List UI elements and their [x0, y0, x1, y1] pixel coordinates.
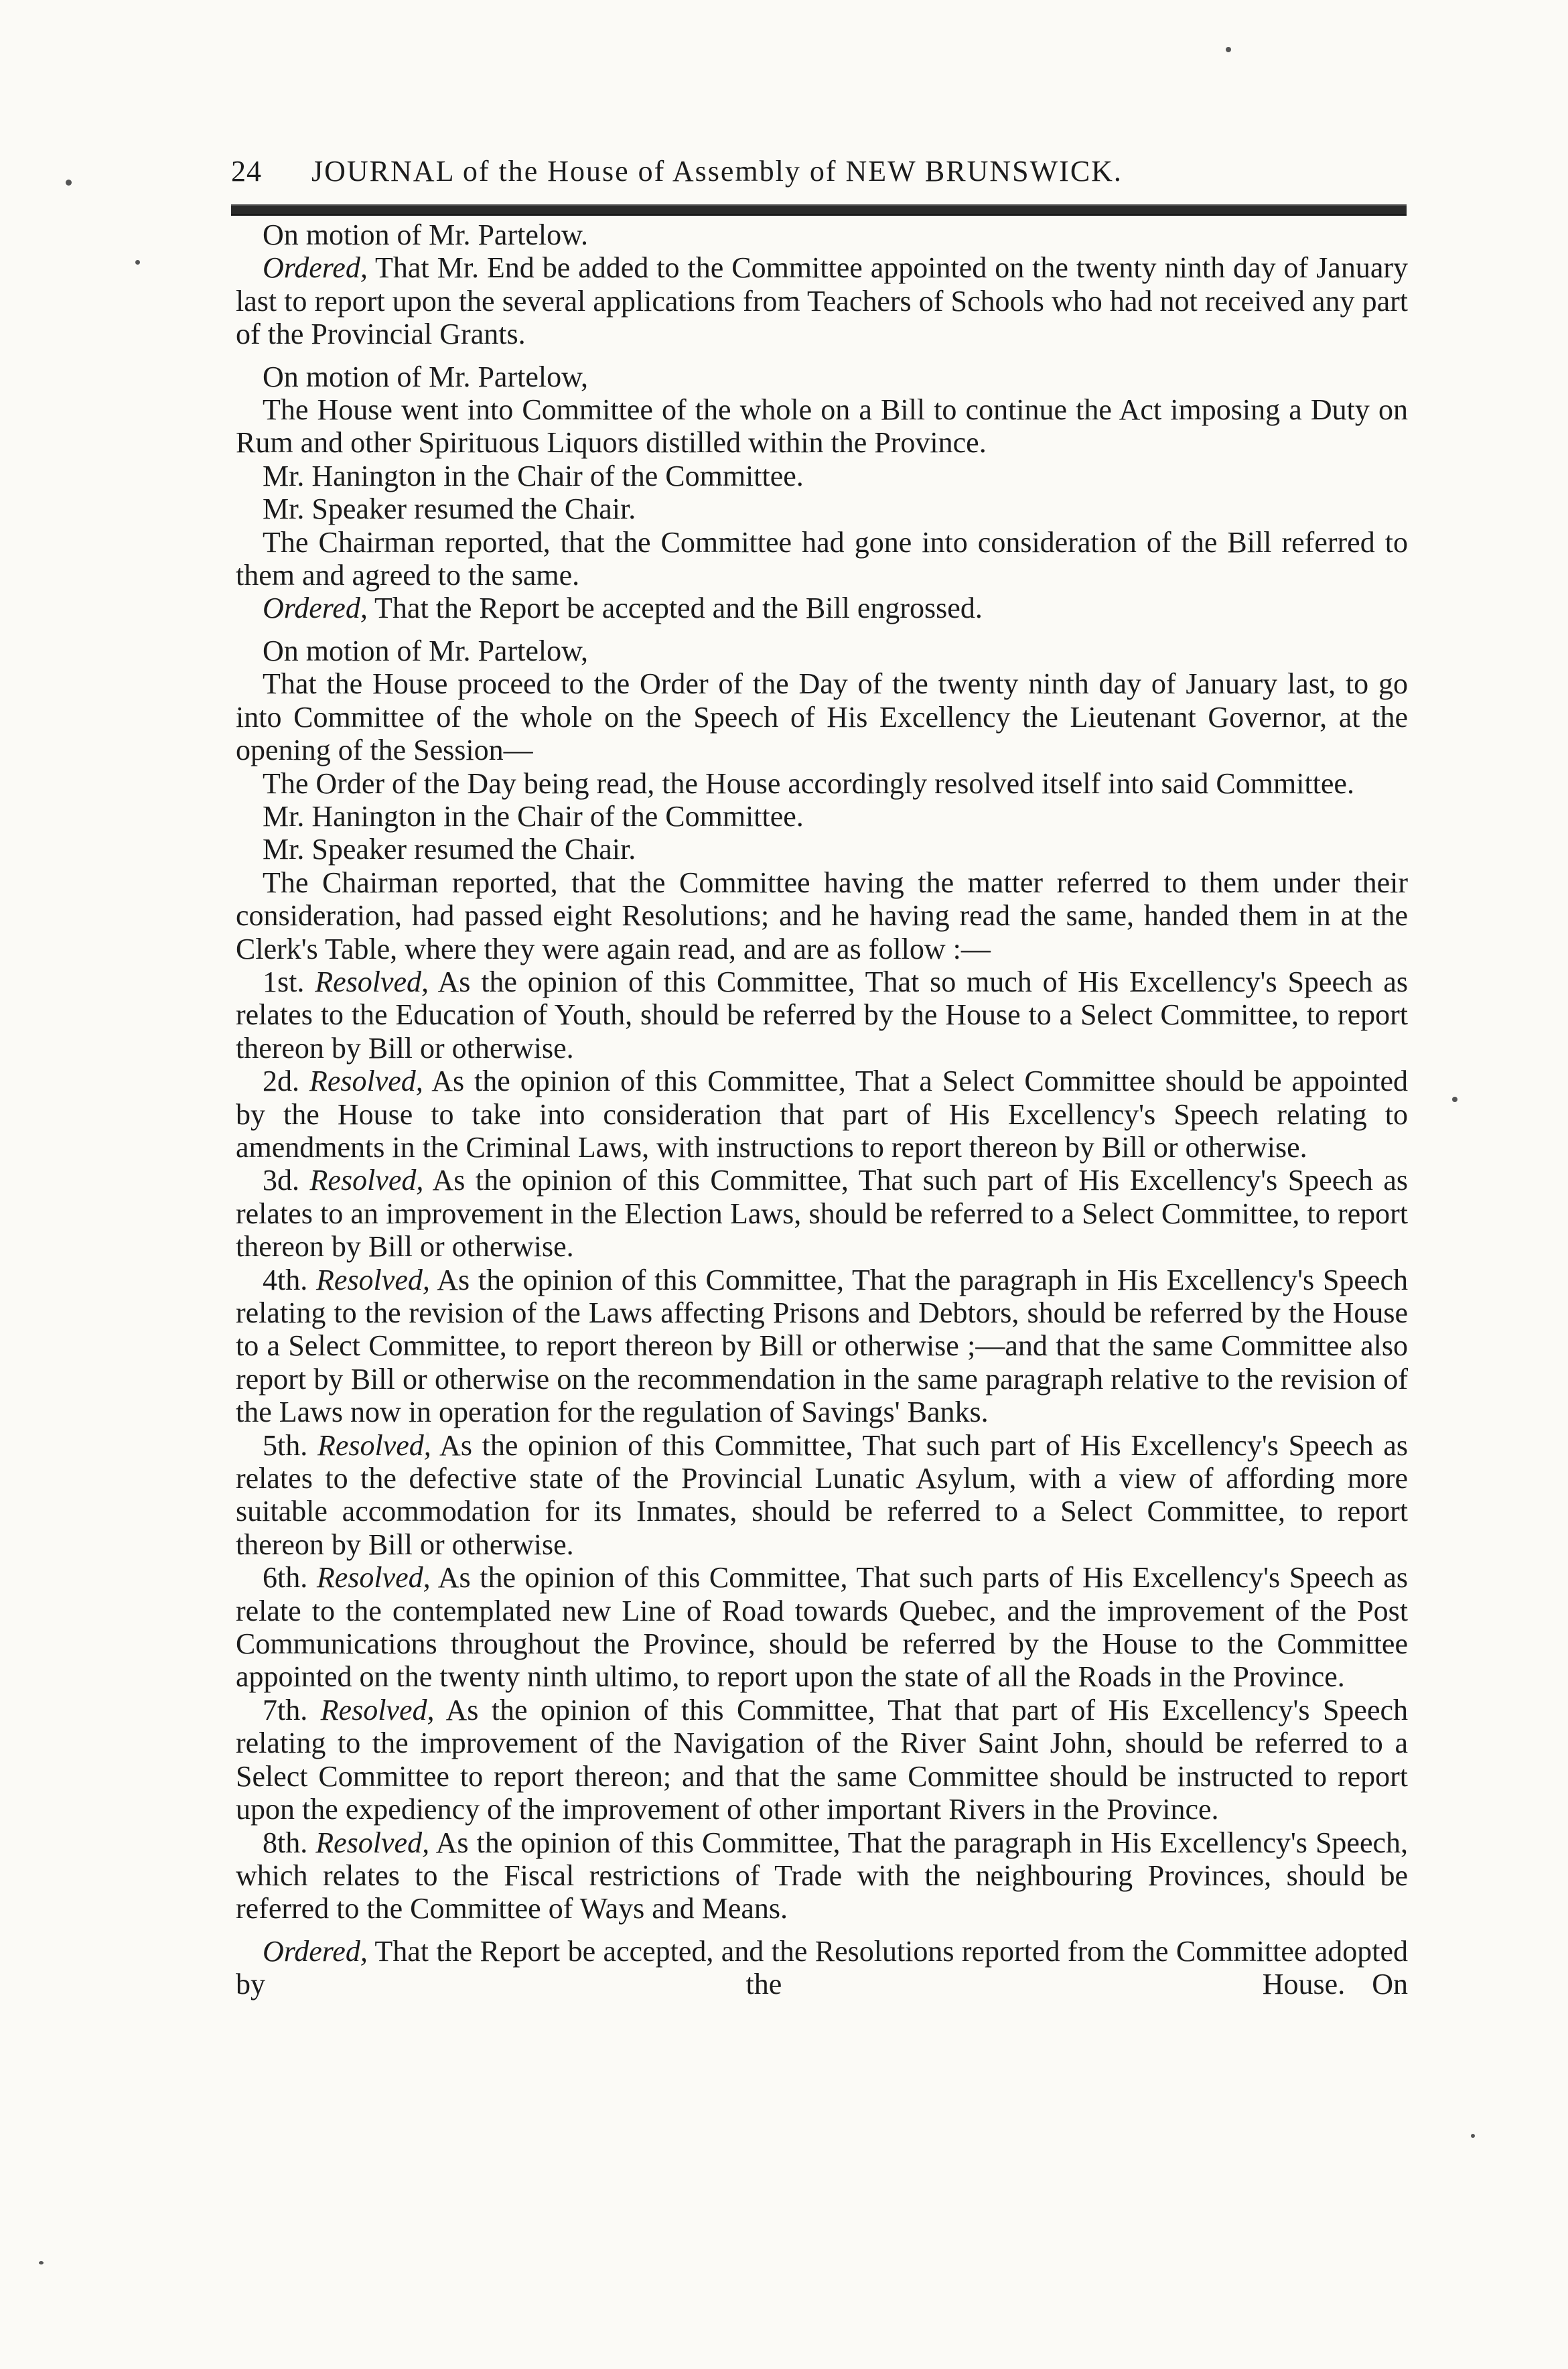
- paragraph: Ordered, That Mr. End be added to the Committee appointed on the twenty ninth day of January last to report upon the several applications from Teachers of Schools who had not received any part of the Provincial Grants.: [236, 251, 1408, 351]
- paragraph: On motion of Mr. Partelow,: [263, 634, 588, 667]
- header-rule: [231, 204, 1407, 216]
- resolution: 1st. Resolved, As the opinion of this Committee, That so much of His Excellency's Speech as relates to the Education of Youth, should be referred by the House to a Select Committee, to report thereon by Bill or otherwise.: [236, 965, 1409, 1065]
- resolution: 3d. Resolved, As the opinion of this Committee, That such part of His Excellency's Speech as relates to an improvement in the Election Laws, should be referred to a Select Committee, to report thereon by Bill or otherwise.: [236, 1164, 1408, 1264]
- journal-body: [236, 218, 1408, 2001]
- paragraph: Ordered, That the Report be accepted and the Bill engrossed.: [263, 592, 983, 625]
- paragraph: Mr. Speaker resumed the Chair.: [263, 833, 636, 866]
- paragraph: Mr. Speaker resumed the Chair.: [263, 492, 636, 526]
- paragraph: The Chairman reported, that the Committee had gone into consideration of the Bill referred to them and agreed to the same.: [236, 525, 1408, 592]
- resolution: 2d. Resolved, As the opinion of this Committee, That a Select Committee should be appointed by the House to take into consideration that part of His Excellency's Speech relating to amendments in the Criminal Laws, with instructions to report thereon by Bill or otherwise.: [236, 1065, 1409, 1164]
- resolution: 5th. Resolved, As the opinion of this Committee, That such part of His Excellency's Speech as relates to the defective state of the Provincial Lunatic Asylum, with a view of affording more suitable accommodation for its Inmates, should be referred to a Select Committee, to report thereon by Bill or otherwise.: [236, 1428, 1408, 1561]
- resolution: 8th. Resolved, As the opinion of this Committee, That the paragraph in His Excellency's Speech, which relates to the Fiscal restrictions of Trade with the neighbouring Provinces, should be referred to the Committee of Ways and Means.: [236, 1826, 1409, 1925]
- print-speck: [66, 180, 72, 186]
- paragraph: The House went into Committee of the whole on a Bill to continue the Act imposing a Duty on Rum and other Spirituous Liquors distilled within the Province.: [236, 393, 1408, 460]
- page-title: JOURNAL of the House of Assembly of NEW BRUNSWICK.: [311, 155, 1123, 188]
- page-number: 24: [231, 155, 262, 188]
- print-speck: [1226, 47, 1231, 52]
- resolution: 6th. Resolved, As the opinion of this Committee, That such parts of His Excellency's Speech as relate to the contemplated new Line of Road towards Quebec, and the improvement of the Post Communications throughout the Province, should be referred by the House to the Committee appointed on the twenty ninth ultimo, to report upon the state of all the Roads in the Province.: [236, 1561, 1408, 1694]
- resolution: 4th. Resolved, As the opinion of this Committee, That the paragraph in His Excellency's Speech relating to the revision of the Laws affecting Prisons and Debtors, should be referred by the House to a Select Committee, to report thereon by Bill or otherwise ;—and that the same Committee also report by Bill or otherwise on the recommendation in the same paragraph relative to the revision of the Laws now in operation for the regulation of Savings' Banks.: [236, 1263, 1408, 1429]
- print-speck: [1452, 1097, 1457, 1102]
- print-speck: [135, 260, 140, 265]
- paragraph: On motion of Mr. Partelow.: [263, 218, 588, 251]
- print-speck: [39, 2261, 44, 2264]
- paragraph: The Order of the Day being read, the House accordingly resolved itself into said Committee.: [263, 766, 1354, 800]
- print-speck: [1471, 2134, 1475, 2138]
- paragraph: Mr. Hanington in the Chair of the Committee.: [263, 799, 804, 833]
- paragraph: On motion of Mr. Partelow,: [263, 360, 588, 393]
- catchword: On: [1372, 1968, 1408, 2001]
- paragraph: Mr. Hanington in the Chair of the Committee.: [263, 459, 804, 492]
- paragraph: The Chairman reported, that the Committee having the matter referred to them under their consideration, had passed eight Resolutions; and he having read the same, handed them in at the Clerk's Table, where they were again read, and are as follow :—: [236, 866, 1408, 965]
- resolution: 7th. Resolved, As the opinion of this Committee, That that part of His Excellency's Speech relating to the improvement of the Navigation of the River Saint John, should be referred to a Select Committee to report thereon; and that the same Committee should be instructed to report upon the expediency of the improvement of other important Rivers in the Province.: [236, 1693, 1409, 1826]
- paragraph: Ordered, That the Report be accepted, and the Resolutions reported from the Committee adopted by the House. On: [236, 1934, 1408, 2001]
- paragraph: That the House proceed to the Order of the Day of the twenty ninth day of January last, to go into Committee of the whole on the Speech of His Excellency the Lieutenant Governor, at the opening of the Session—: [236, 667, 1408, 767]
- running-head: [231, 153, 1410, 190]
